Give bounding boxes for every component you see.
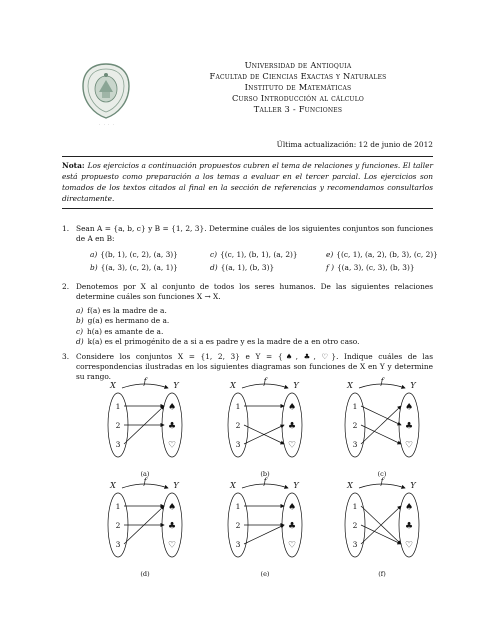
codomain-element: ♠ [404,402,414,413]
mapping-arrow [361,406,401,425]
domain-element: 2 [235,421,241,430]
codomain-element: ♠ [404,502,414,513]
seal-motto: · · · · [99,122,115,127]
codomain-element: ♠ [287,402,297,413]
domain-element: 2 [235,521,241,530]
set-x-label: X [110,481,116,490]
domain-element: 3 [352,540,358,549]
set-x-label: X [110,381,116,390]
set-y-label: Y [410,381,416,390]
list-item: d) k(a) es el primogénito de a si a es padre y es la madre de a en otro caso. [76,336,360,346]
codomain-element: ♡ [167,440,177,451]
domain-element: 1 [235,502,241,511]
set-y-label: Y [293,381,299,390]
codomain-element: ♡ [287,440,297,451]
document-header [168,60,428,115]
set-y-label: Y [173,481,179,490]
domain-element: 3 [115,440,121,449]
exercise-2-items [76,306,359,347]
divider-bottom [62,208,433,209]
diagram-a [108,377,198,478]
diagram-c [345,377,435,478]
institute-name: Instituto de Matemáticas [244,82,352,92]
diagram-caption: (d) [140,570,150,578]
list-item: b) g(a) es hermano de a. [76,316,170,326]
note-block [62,160,433,204]
exercise-statement: Sean A = {a, b, c} y B = {1, 2, 3}. Determine cuáles de los siguientes conjuntos son funciones de A en B: [76,224,433,243]
faculty-name: Facultad de Ciencias Exactas y Naturales [209,71,387,81]
university-name: Universidad de Antioquia [244,60,352,70]
exercise-number: 2. [62,282,70,291]
set-x-label: X [230,481,236,490]
diagram-caption: (c) [377,470,387,478]
diagram-f [345,477,435,578]
exercise-statement: Considere los conjuntos X = {1, 2, 3} e Y = {♠, ♣, ♡}. Indique cuáles de las correspondencias ilustradas en los siguientes diagramas son funciones de X en Y y determine su rango. [76,352,433,381]
codomain-element: ♣ [404,521,414,532]
codomain-element: ♣ [287,521,297,532]
option-item: d) {(a, 1), (b, 3)} [210,263,275,272]
diagram-d [108,477,198,578]
set-x-label: X [347,381,353,390]
domain-element: 3 [115,540,121,549]
option-item: f ) {(a, 3), (c, 3), (b, 3)} [326,263,415,272]
domain-element: 2 [115,421,121,430]
codomain-element: ♣ [287,421,297,432]
exercise-1 [62,224,433,244]
mapping-arrow [361,406,401,444]
diagram-caption: (e) [260,570,270,578]
codomain-element: ♡ [287,540,297,551]
domain-element: 1 [352,502,358,511]
domain-element: 2 [352,521,358,530]
workshop-title: Taller 3 - Funciones [253,104,343,114]
domain-element: 1 [115,402,121,411]
codomain-element: ♠ [287,502,297,513]
function-label: f [380,377,384,386]
domain-element: 3 [352,440,358,449]
mapping-arrow [361,525,401,544]
function-label: f [143,477,147,486]
domain-element: 2 [115,521,121,530]
exercise-2 [62,282,433,302]
note-label: Nota: [62,161,85,170]
diagram-caption: (a) [140,470,150,478]
set-x-label: X [230,381,236,390]
option-item: c) {(c, 1), (b, 1), (a, 2)} [210,250,298,259]
divider-top [62,156,433,157]
option-item: a) {(b, 1), (c, 2), (a, 3)} [90,250,178,259]
codomain-element: ♣ [167,521,177,532]
option-item: e) {(c, 1), (a, 2), (b, 3), (c, 2)} [326,250,438,259]
exercise-statement: Denotemos por X al conjunto de todos los seres humanos. De las siguientes relaciones determine cuáles son funciones X → X. [76,282,433,301]
exercise-3 [62,352,433,382]
codomain-element: ♡ [404,440,414,451]
set-y-label: Y [173,381,179,390]
course-name: Curso Introducción al cálculo [232,93,364,103]
codomain-element: ♡ [167,540,177,551]
diagram-caption: (f) [378,570,386,578]
function-label: f [143,377,147,386]
university-seal-logo [80,62,132,120]
function-label: f [263,377,267,386]
exercise-number: 1. [62,224,70,233]
diagram-b [228,377,318,478]
domain-element: 3 [235,440,241,449]
domain-element: 1 [235,402,241,411]
codomain-element: ♡ [404,540,414,551]
function-label: f [380,477,384,486]
diagram-e [228,477,318,578]
diagram-caption: (b) [260,470,270,478]
mapping-arrow [244,525,284,544]
exercise-number: 3. [62,352,70,361]
function-label: f [263,477,267,486]
codomain-element: ♠ [167,502,177,513]
set-y-label: Y [293,481,299,490]
codomain-element: ♣ [404,421,414,432]
domain-element: 2 [352,421,358,430]
domain-element: 3 [235,540,241,549]
note-text: Los ejercicios a continuación propuestos cubren el tema de relaciones y funciones. El taller está propuesto como preparación a los temas a evaluar en el tercer parcial. Los ejercicios son tomados de los textos citados al final en la sección de referencias y recomendamos consultarlos directamente. [62,161,433,203]
option-item: b) {(a, 3), (c, 2), (a, 1)} [90,263,178,272]
last-updated: Última actualización: 12 de junio de 2012 [276,140,433,149]
domain-element: 1 [352,402,358,411]
list-item: a) f(a) es la madre de a. [76,306,167,315]
mapping-arrow [361,425,401,444]
list-item: c) h(a) es amante de a. [76,326,164,336]
codomain-element: ♣ [167,421,177,432]
codomain-element: ♠ [167,402,177,413]
set-y-label: Y [410,481,416,490]
domain-element: 1 [115,502,121,511]
set-x-label: X [347,481,353,490]
